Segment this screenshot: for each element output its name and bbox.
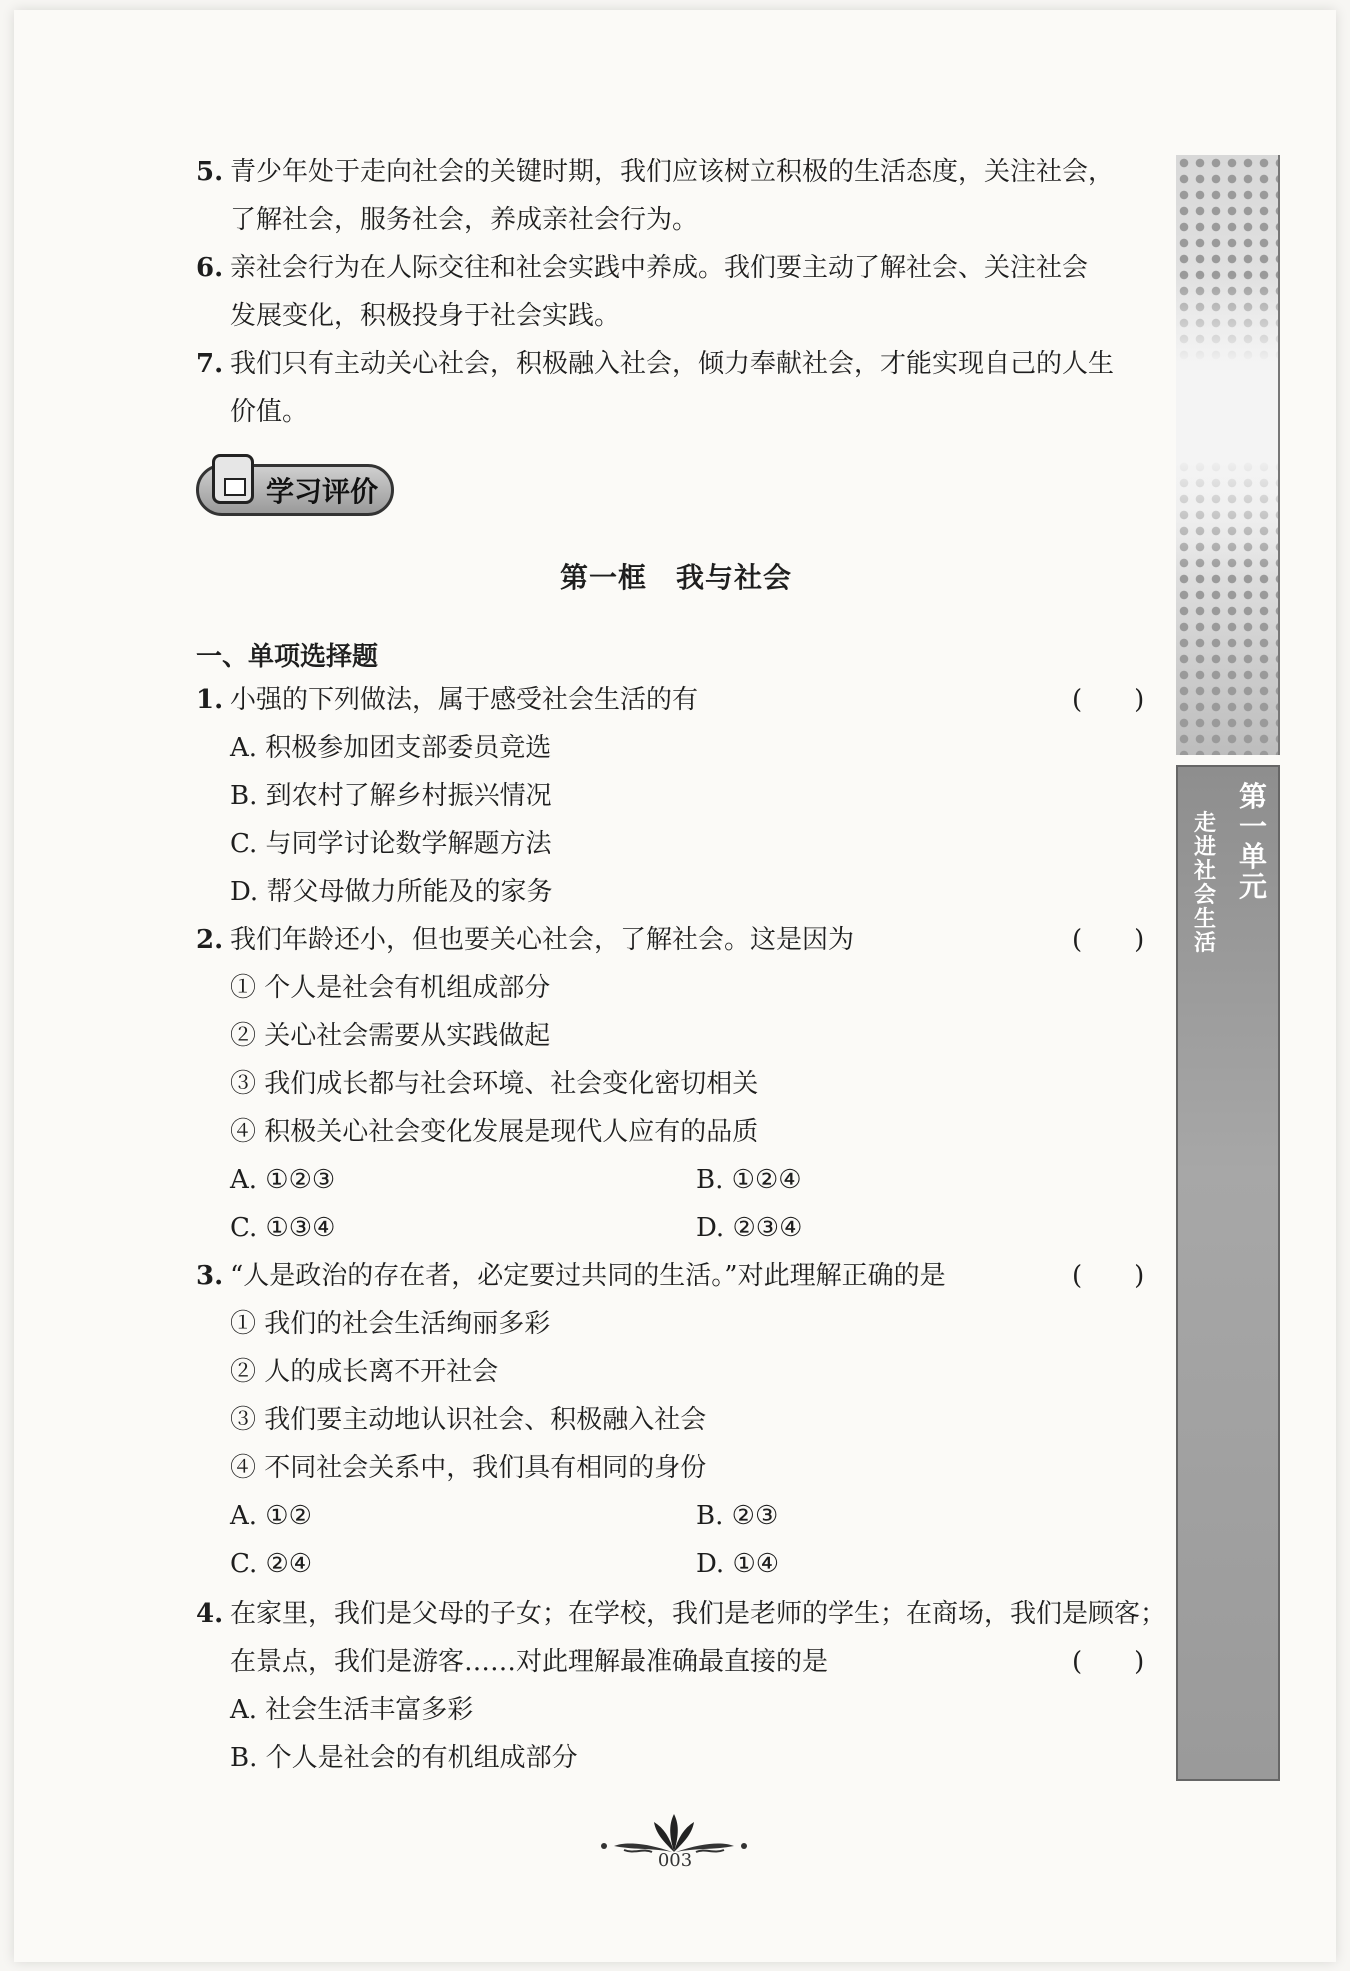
question-stem: “人是政治的存在者，必定要过共同的生活。”对此理解正确的是 [230, 1261, 946, 1291]
option-b: B. 个人是社会的有机组成部分 [230, 1743, 578, 1773]
choice-b: B. ①②④ [696, 1165, 802, 1195]
option-a: A. 积极参加团支部委员竞选 [230, 733, 552, 763]
statement-4: ④ 积极关心社会变化发展是现代人应有的品质 [230, 1117, 759, 1147]
sidebar-unit-title: 走进社会生活 [1193, 811, 1216, 956]
option-a: A. 社会生活丰富多彩 [230, 1695, 474, 1725]
question-4-cont: 在景点，我们是游客……对此理解最准确最直接的是 [230, 1647, 829, 1677]
choice-d: D. ①④ [696, 1549, 780, 1579]
statement-2: ② 关心社会需要从实践做起 [230, 1021, 551, 1051]
statement-1: ① 个人是社会有机组成部分 [230, 973, 551, 1003]
item-number: 7. [196, 349, 224, 379]
question-number: 2. [196, 925, 224, 955]
statement-1: ① 我们的社会生活绚丽多彩 [230, 1309, 551, 1339]
page-number: 003 [657, 1850, 693, 1871]
sidebar-decoration [1176, 155, 1280, 755]
summary-item-6-cont: 发展变化，积极投身于社会实践。 [230, 301, 621, 331]
choice-c: C. ②④ [230, 1549, 313, 1579]
choice-a: A. ①② [230, 1501, 312, 1531]
question-number: 1. [196, 685, 224, 715]
choice-c: C. ①③④ [230, 1213, 336, 1243]
choice-b: B. ②③ [696, 1501, 779, 1531]
item-text: 亲社会行为在人际交往和社会实践中养成。我们要主动了解社会、关注社会 [230, 253, 1089, 283]
question-4 [196, 1590, 1166, 1638]
floppy-disk-icon [212, 454, 254, 504]
choice-d: D. ②③④ [696, 1213, 803, 1243]
option-b: B. 到农村了解乡村振兴情况 [230, 781, 552, 811]
answer-blank[interactable]: ( ) [1072, 685, 1145, 715]
statement-4: ④ 不同社会关系中，我们具有相同的身份 [230, 1453, 707, 1483]
section-heading: 一、单项选择题 [196, 642, 379, 672]
question-stem: 在家里，我们是父母的子女；在学校，我们是老师的学生；在商场，我们是顾客； [230, 1599, 1167, 1629]
option-c: C. 与同学讨论数学解题方法 [230, 829, 552, 859]
summary-item-6 [196, 244, 1088, 292]
item-number: 5. [196, 157, 224, 187]
answer-blank[interactable]: ( ) [1072, 1647, 1145, 1677]
item-number: 6. [196, 253, 224, 283]
question-number: 3. [196, 1261, 224, 1291]
question-3 [196, 1252, 946, 1300]
question-stem: 我们年龄还小，但也要关心社会，了解社会。这是因为 [230, 925, 855, 955]
option-d: D. 帮父母做力所能及的家务 [230, 877, 553, 907]
question-stem: 小强的下列做法，属于感受社会生活的有 [230, 685, 699, 715]
question-2 [196, 916, 854, 964]
statement-3: ③ 我们要主动地认识社会、积极融入社会 [230, 1405, 707, 1435]
choice-a: A. ①②③ [230, 1165, 336, 1195]
summary-item-5 [196, 148, 1114, 196]
summary-item-5-cont: 了解社会，服务社会，养成亲社会行为。 [230, 205, 699, 235]
question-number: 4. [196, 1599, 224, 1629]
sidebar-unit-label: 第一单元 [1238, 780, 1267, 903]
question-1 [196, 676, 698, 724]
answer-blank[interactable]: ( ) [1072, 1261, 1145, 1291]
answer-blank[interactable]: ( ) [1072, 925, 1145, 955]
summary-item-7-cont: 价值。 [230, 397, 309, 427]
badge-label: 学习评价 [266, 475, 379, 508]
statement-2: ② 人的成长离不开社会 [230, 1357, 499, 1387]
statement-3: ③ 我们成长都与社会环境、社会变化密切相关 [230, 1069, 759, 1099]
summary-item-7 [196, 340, 1114, 388]
item-text: 青少年处于走向社会的关键时期，我们应该树立积极的生活态度，关注社会， [230, 157, 1115, 187]
frame-title: 第一框 我与社会 [559, 561, 792, 594]
item-text: 我们只有主动关心社会，积极融入社会，倾力奉献社会，才能实现自己的人生 [230, 349, 1115, 379]
